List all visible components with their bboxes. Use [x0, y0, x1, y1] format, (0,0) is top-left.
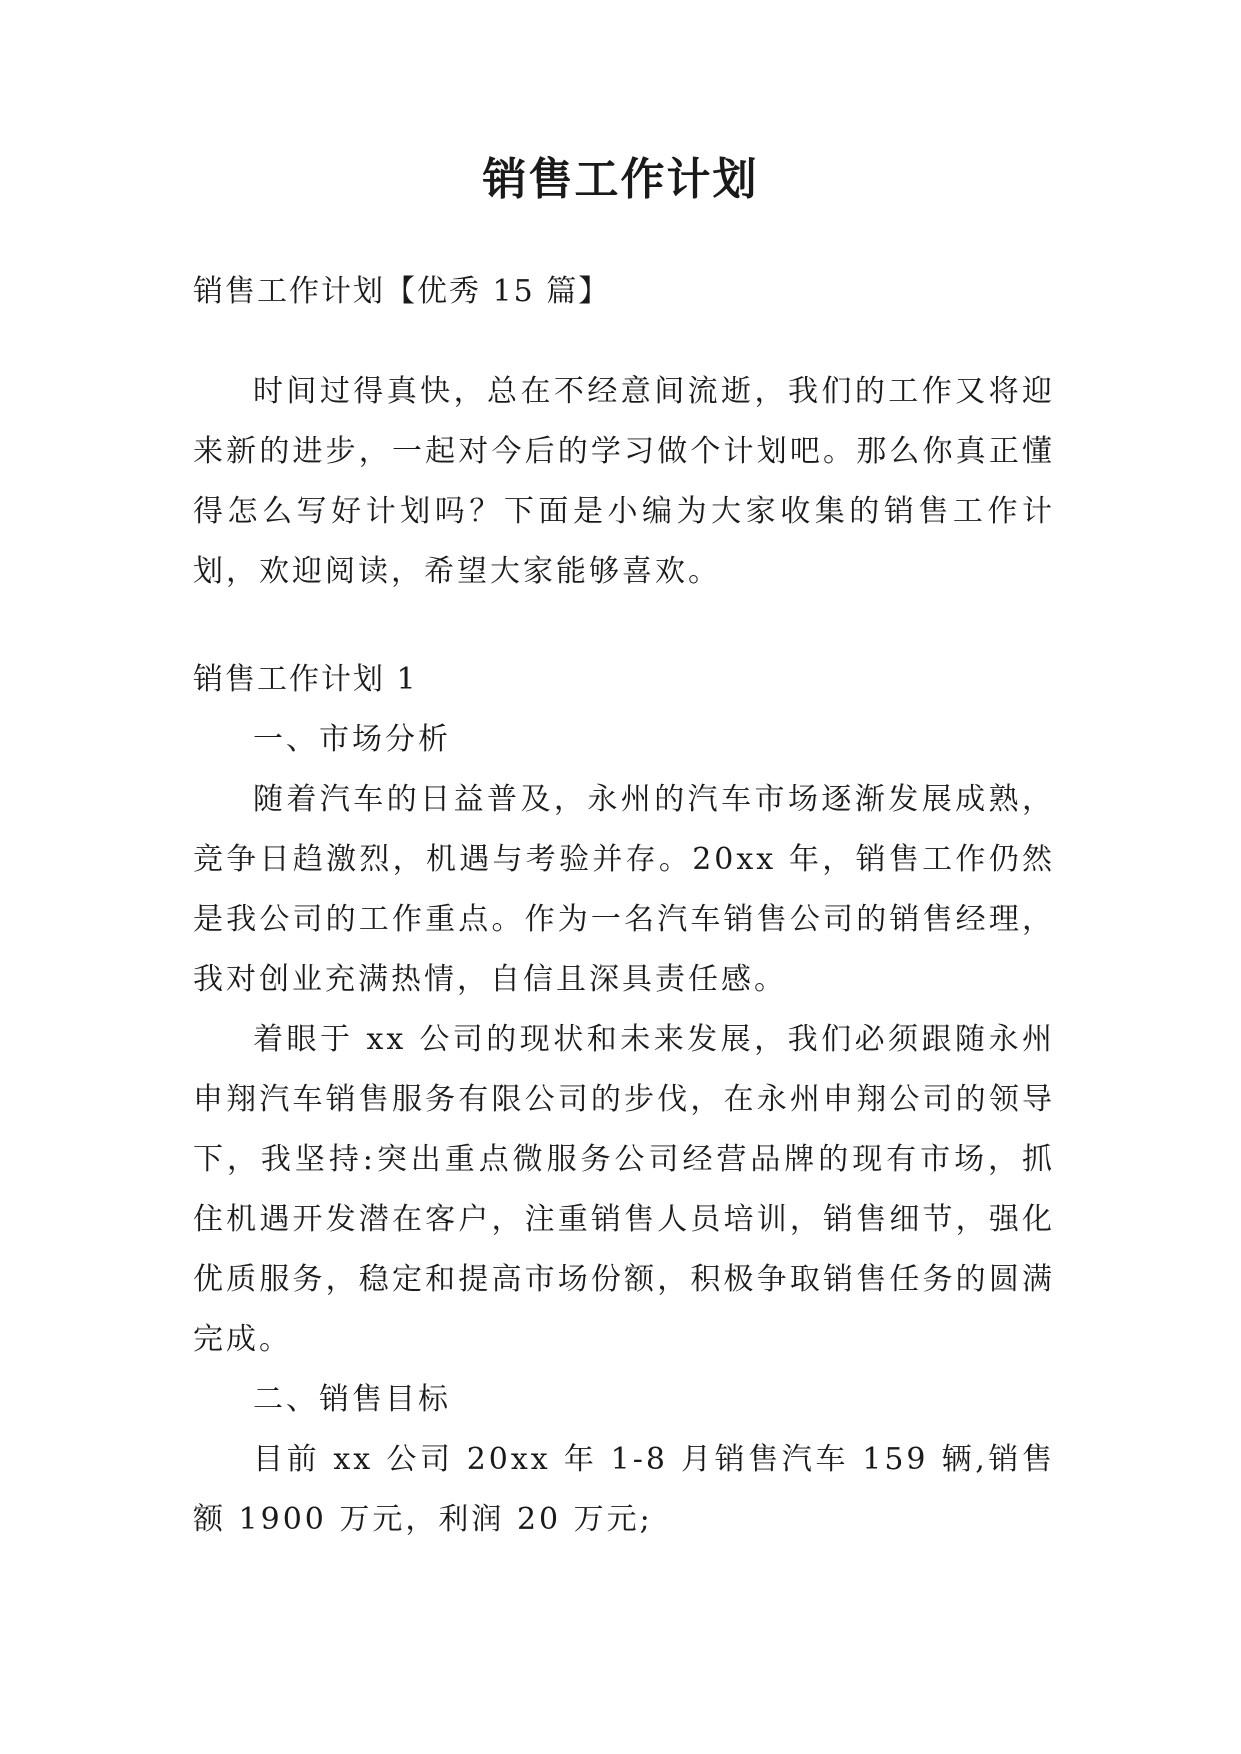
paragraph-sales-target: 目前 xx 公司 20xx 年 1-8 月销售汽车 159 辆,销售额 1900 万元，利润 20 万元; — [193, 1442, 1055, 1537]
document-body — [193, 262, 1055, 1550]
document-subtitle: 销售工作计划【优秀 15 篇】 — [193, 274, 611, 309]
intro-paragraph: 时间过得真快，总在不经意间流逝，我们的工作又将迎来新的进步，一起对今后的学习做个计划吧。那么你真正懂得怎么写好计划吗？下面是小编为大家收集的销售工作计划，欢迎阅读，希望大家能够喜欢。 — [193, 374, 1055, 589]
section-title: 销售工作计划 1 — [193, 662, 418, 697]
heading-market-analysis: 一、市场分析 — [253, 722, 451, 757]
document-title: 销售工作计划 — [482, 154, 759, 205]
paragraph-market-2: 着眼于 xx 公司的现状和未来发展，我们必须跟随永州申翔汽车销售服务有限公司的步伐，在永州申翔公司的领导下，我坚持:突出重点微服务公司经营品牌的现有市场，抓住机遇开发潜在客户，注重销售人员培训，销售细节，强化优质服务，稳定和提高市场份额，积极争取销售任务的圆满完成。 — [193, 1022, 1055, 1357]
heading-sales-target: 二、销售目标 — [253, 1382, 451, 1417]
paragraph-market-1: 随着汽车的日益普及，永州的汽车市场逐渐发展成熟，竞争日趋激烈，机遇与考验并存。20xx 年，销售工作仍然是我公司的工作重点。作为一名汽车销售公司的销售经理，我对创业充满热情，自信且深具责任感。 — [193, 782, 1055, 997]
